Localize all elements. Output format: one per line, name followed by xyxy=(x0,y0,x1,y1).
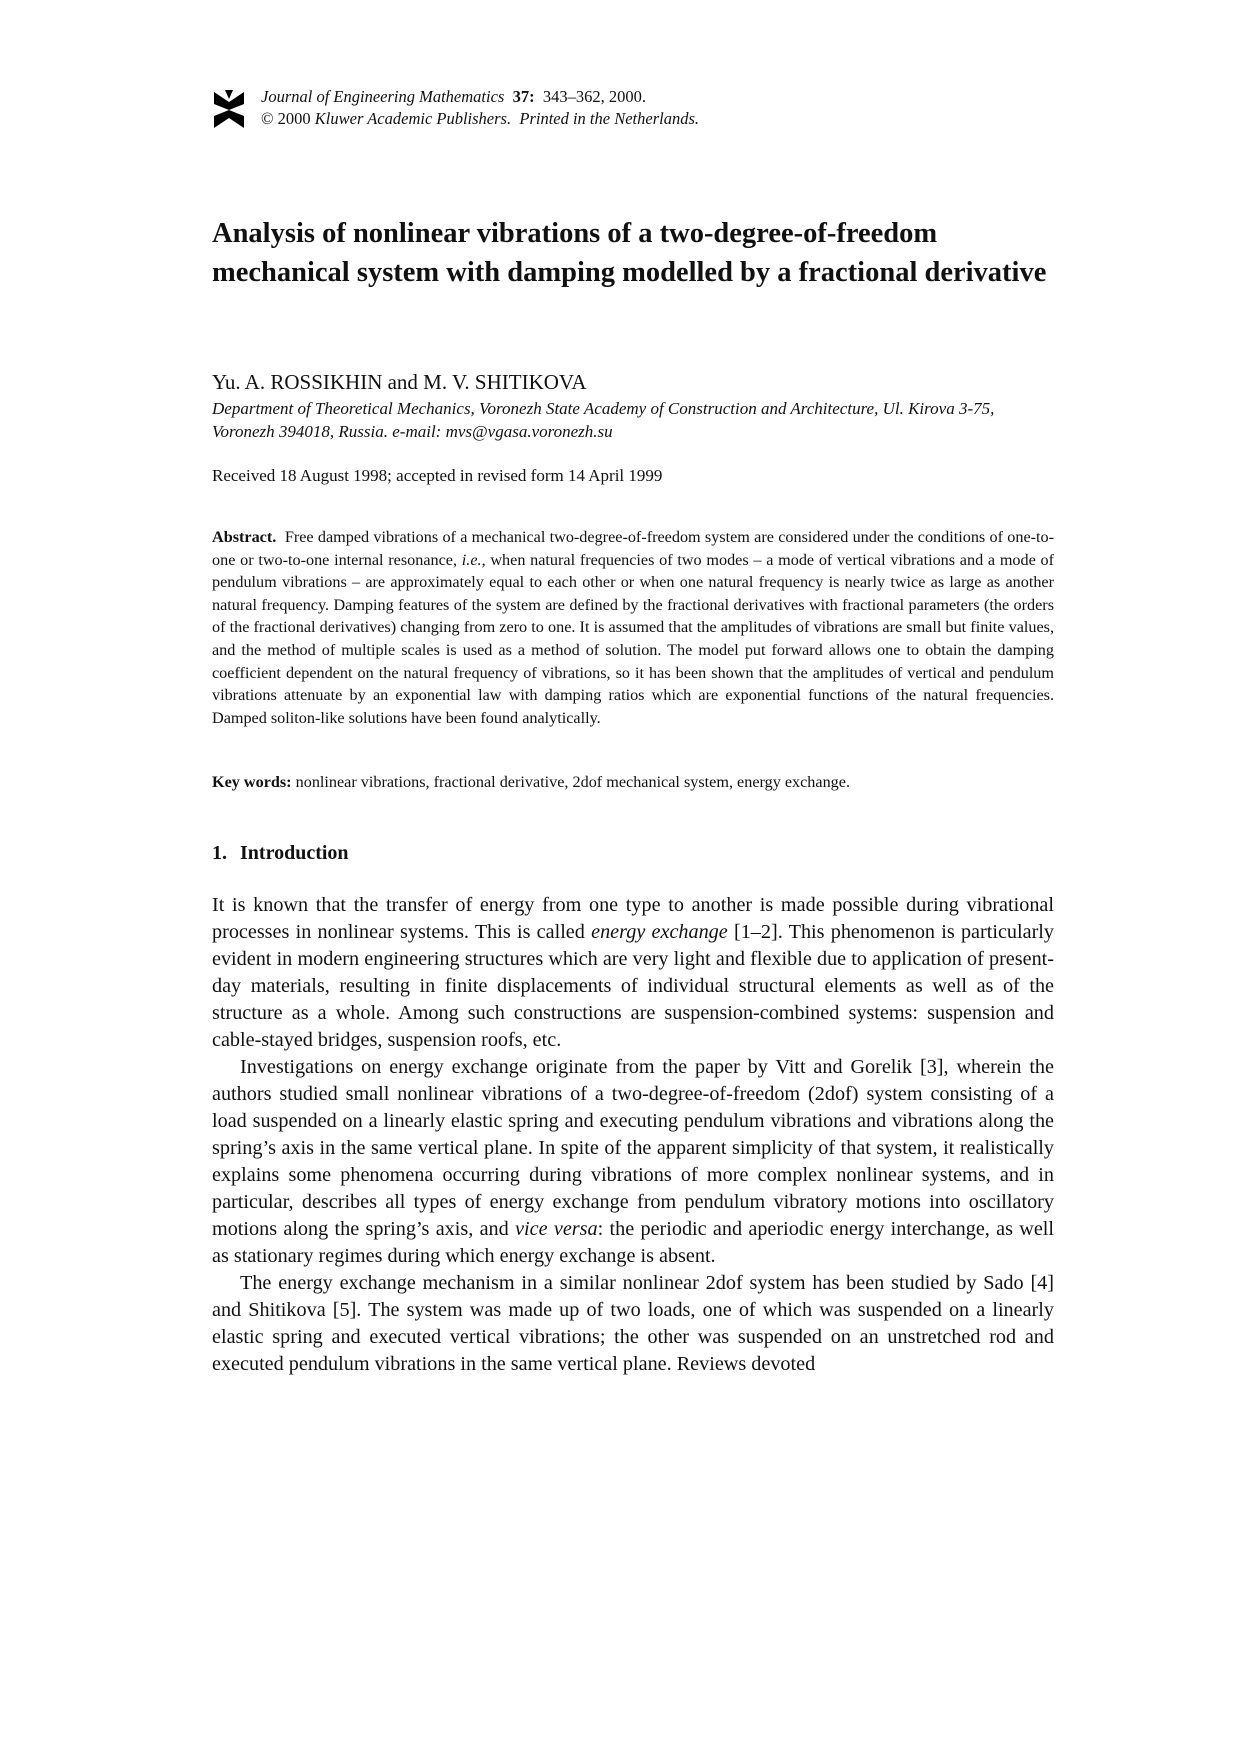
keywords xyxy=(212,771,1054,793)
section-heading-introduction xyxy=(212,840,349,866)
printed-location: Printed in the Netherlands. xyxy=(519,109,700,128)
journal-name: Journal of Engineering Mathematics xyxy=(261,87,505,106)
paragraph-2-part-b: : the periodic and aperiodic energy interchange, as well as stationary regimes during which energy exchange is absent. xyxy=(212,1218,1055,1267)
journal-pages-year: 343–362, 2000. xyxy=(542,87,646,106)
abstract-text-part-2: , when natural frequencies of two modes – a mode of vertical vibrations and a mode of pendulum vibrations – are approximately equal to each other or when one natural frequency is nearly twice as large as another natural frequency. Damping features of the system are defined by the fractional derivatives with fractional parameters (the orders of the fractional derivatives) changing from zero to one. It is assumed that the amplitudes of vibrations are small but finite values, and the method of multiple scales is used as a method of solution. The model put forward allows one to obtain the damping coefficient dependent on the natural frequency of vibrations, so it has been shown that the amplitudes of vertical and pendulum vibrations attenuate by an exponential law with damping ratios which are exponential functions of the natural frequencies. Damped soliton-like solutions have been found analytically. xyxy=(212,550,1055,727)
paragraph-2 xyxy=(212,1054,1054,1270)
paper-page xyxy=(212,86,1055,1375)
paragraph-2-emphasis: vice versa xyxy=(515,1218,598,1240)
abstract xyxy=(212,526,1054,729)
copyright-year: © 2000 xyxy=(261,109,311,128)
publisher-logo-icon xyxy=(212,90,246,130)
author-affiliation: Department of Theoretical Mechanics, Voronezh State Academy of Construction and Architecture, Ul. Kirova 3-75, Voronezh 394018, Russia. e-mail: mvs@vgasa.voronezh.su xyxy=(212,399,995,441)
abstract-label: Abstract. xyxy=(212,528,277,546)
paragraph-1-part-b: [1–2]. This phenomenon is particularly evident in modern engineering structures which are very light and flexible due to application of present-day materials, resulting in finite displacements of individual structural elements as well as of the structure as a whole. Among such constructions are suspension-combined systems: suspension and cable-stayed bridges, suspension roofs, etc. xyxy=(212,921,1054,1051)
section-title: Introduction xyxy=(240,842,349,864)
abstract-text-part-1: Free damped vibrations of a mechanical two-degree-of-freedom system are considered under the conditions of one-to-one or two-to-one internal resonance, xyxy=(212,528,1055,569)
paragraph-2-part-a: Investigations on energy exchange originate from the paper by Vitt and Gorelik [3], wherein the authors studied small nonlinear vibrations of a two-degree-of-freedom (2dof) system consisting of a load suspended on a linearly elastic spring and executing pendulum vibrations and vibrations along the spring’s axis in the same vertical plane. In spite of the apparent simplicity of that system, it realistically explains some phenomena occurring during vibrations of more complex nonlinear systems, and in particular, describes all types of energy exchange from pendulum vibratory motions into oscillatory motions along the spring’s axis, and xyxy=(212,1056,1054,1240)
journal-masthead xyxy=(212,86,1054,136)
paragraph-1-emphasis: energy exchange xyxy=(591,921,728,943)
keywords-label: Key words: xyxy=(212,773,292,791)
paragraph-1-part-a: It is known that the transfer of energy from one type to another is made possible during vibrational processes in nonlinear systems. This is called xyxy=(212,894,1054,943)
author-list: Yu. A. ROSSIKHIN and M. V. SHITIKOVA xyxy=(212,370,587,394)
section-number: 1. xyxy=(212,842,227,864)
introduction-body xyxy=(212,892,1054,1378)
received-dates: Received 18 August 1998; accepted in revised form 14 April 1999 xyxy=(212,466,663,485)
paragraph-3: The energy exchange mechanism in a similar nonlinear 2dof system has been studied by Sado [4] and Shitikova [5]. The system was made up of two loads, one of which was suspended on a linearly elastic spring and executed vertical vibrations; the other was suspended on an unstretched rod and executed pendulum vibrations in the same vertical plane. Reviews devoted xyxy=(212,1272,1054,1375)
paragraph-1 xyxy=(212,892,1054,1054)
journal-citation xyxy=(261,86,699,130)
abstract-ie: i.e. xyxy=(461,550,482,569)
journal-line-1 xyxy=(261,86,699,108)
publisher-name: Kluwer Academic Publishers. xyxy=(314,109,512,128)
paper-title: Analysis of nonlinear vibrations of a two-degree-of-freedom mechanical system with damping modelled by a fractional derivative xyxy=(212,218,1047,288)
keywords-text: nonlinear vibrations, fractional derivative, 2dof mechanical system, energy exchange. xyxy=(295,773,850,791)
journal-volume: 37: xyxy=(512,87,535,106)
journal-line-2 xyxy=(261,108,699,130)
